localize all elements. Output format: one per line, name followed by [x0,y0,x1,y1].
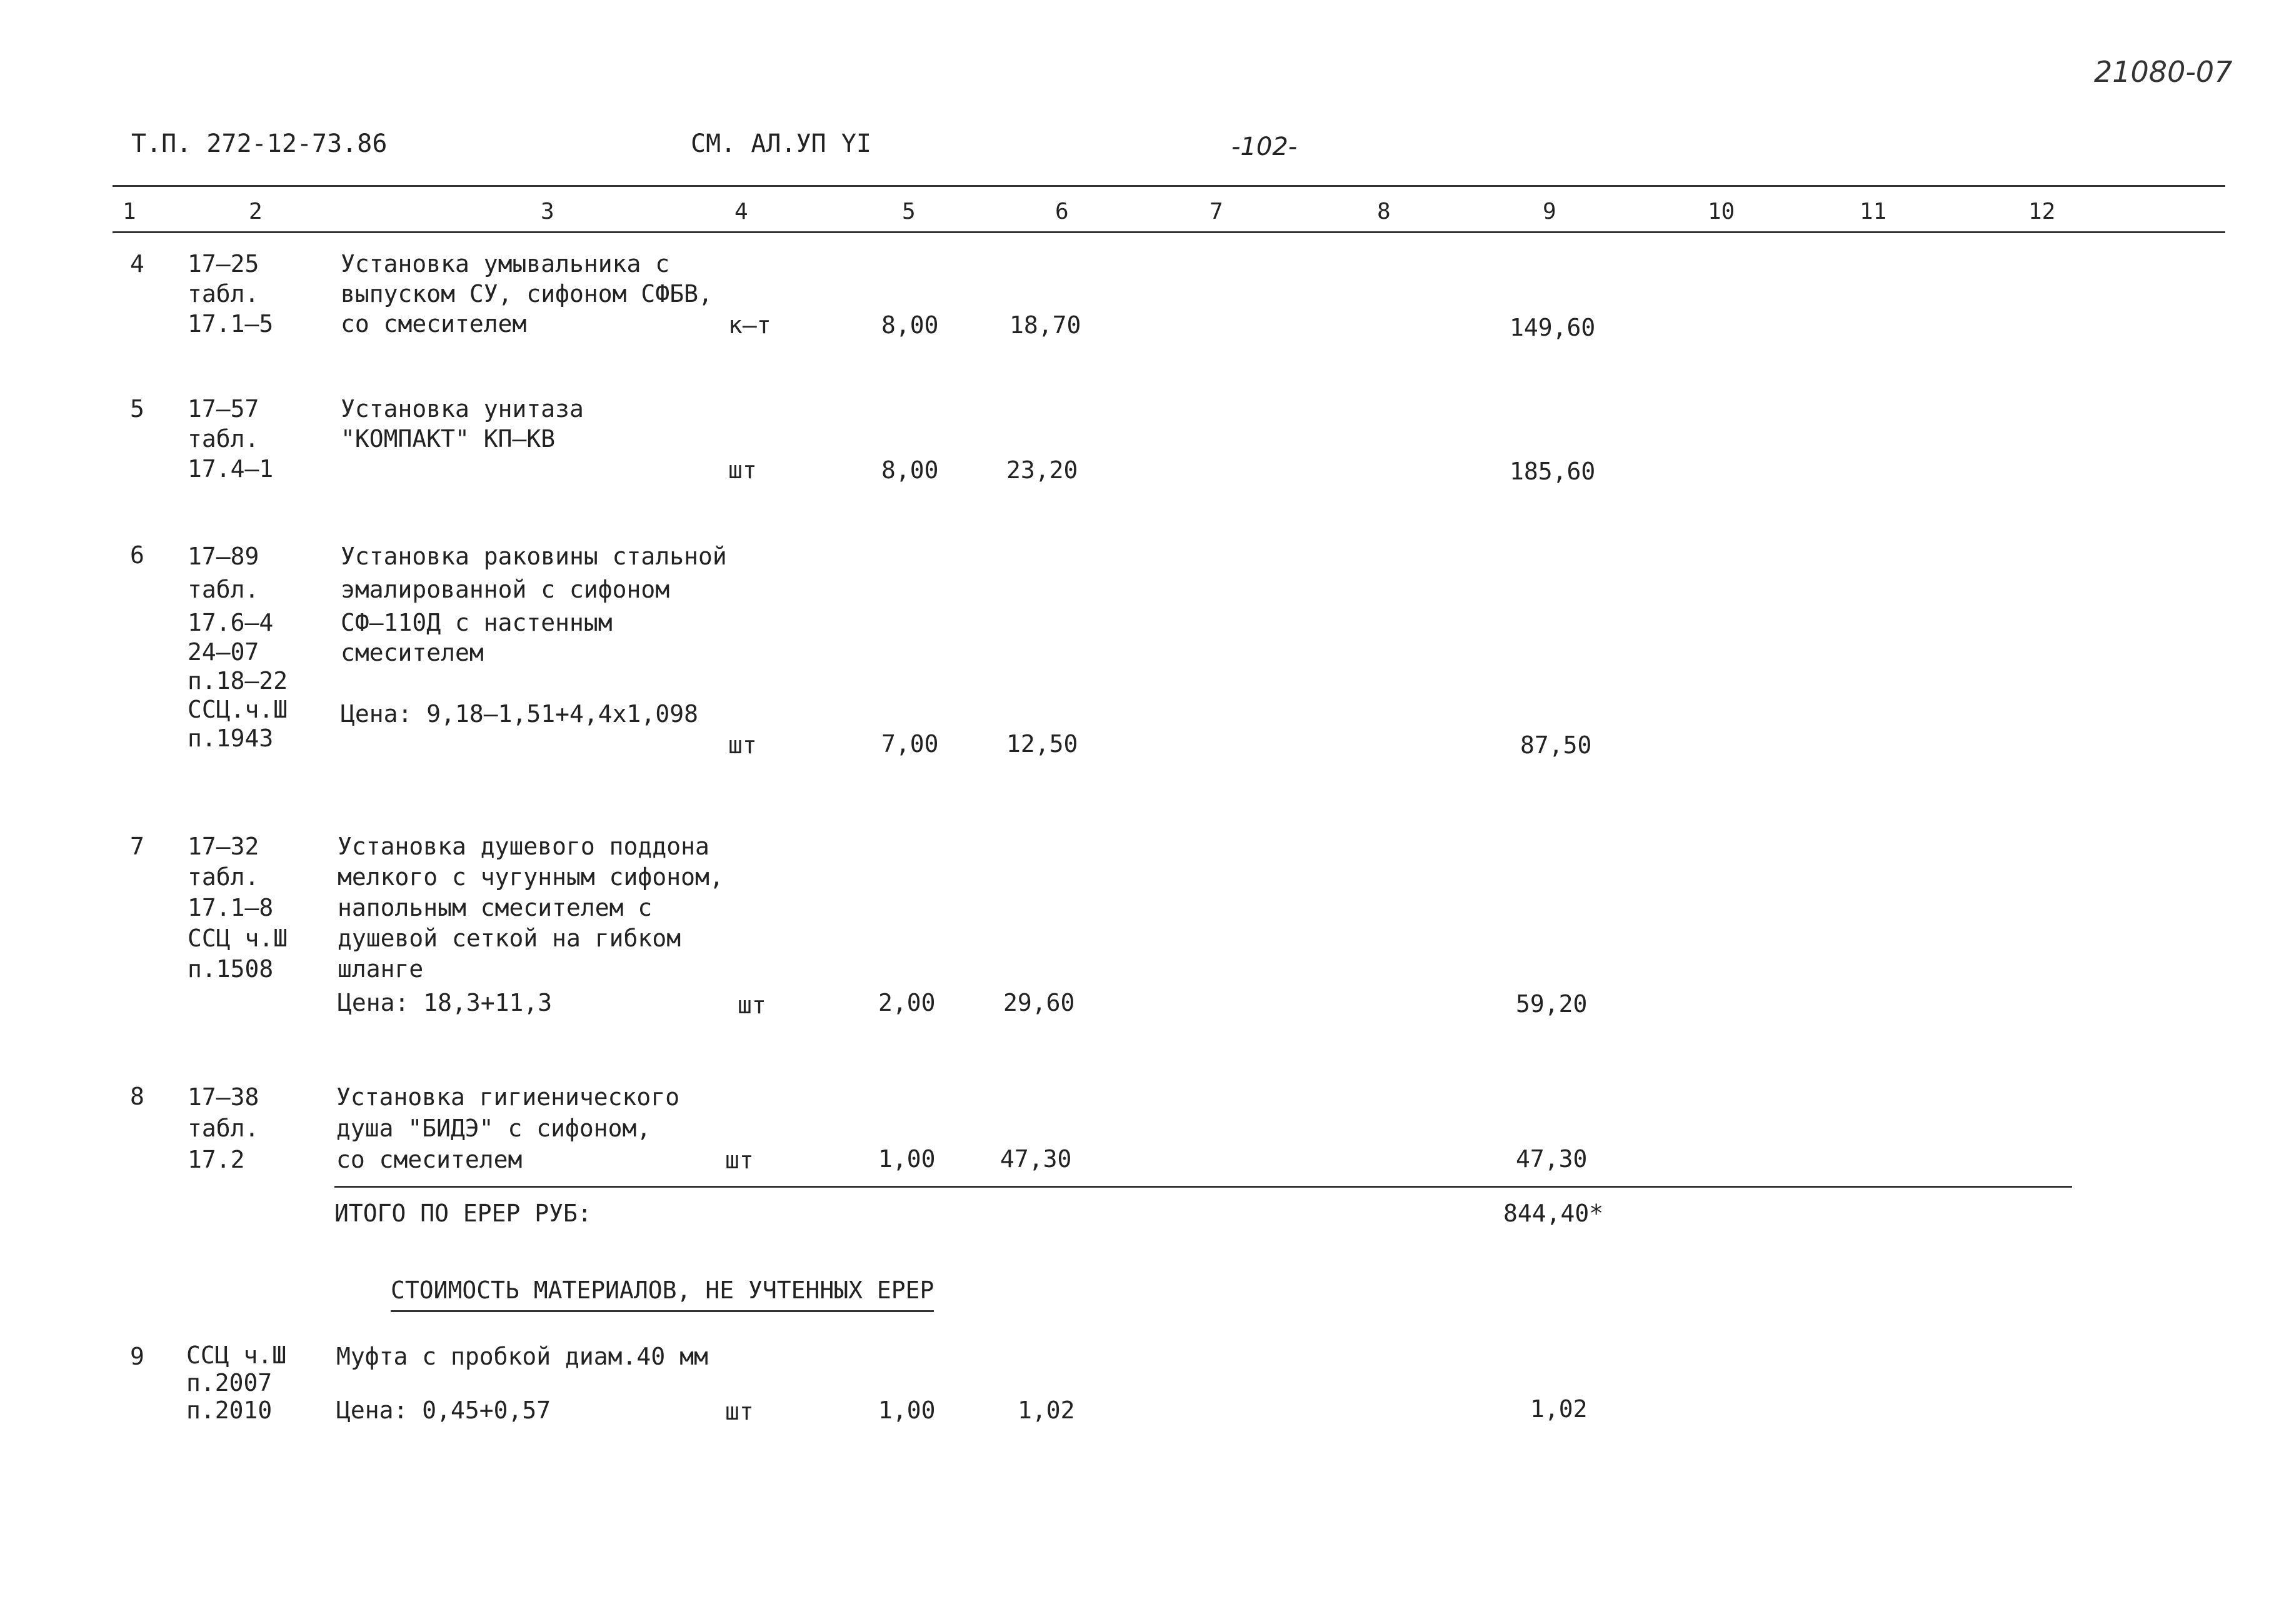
col-header-10: 10 [1708,199,1735,224]
row-total: 1,02 [1530,1395,1588,1423]
row-number: 5 [130,395,144,423]
row-description: Установка душевого поддона мелкого с чугунным сифоном, напольным смесителем с душевой сеткой на гибком шланге [338,833,724,983]
col-header-11: 11 [1860,199,1887,224]
row-unit-price: 23,20 [1006,456,1078,484]
col-header-8: 8 [1377,199,1391,224]
row-unit: шт [725,1146,754,1174]
row-number: 8 [130,1083,144,1110]
row-unit-price: 18,70 [1009,311,1081,339]
row-total: 87,50 [1520,731,1592,759]
row-unit: шт [728,456,757,484]
row-description: Установка раковины стальной эмалированной с сифоном СФ–110Д с настенным [341,543,727,636]
row-quantity: 8,00 [881,456,939,484]
page-number: -102- [1231,133,1298,161]
row-quantity: 8,00 [881,311,939,339]
col-header-9: 9 [1543,199,1556,224]
row-number: 9 [130,1343,144,1370]
row-unit-price: 12,50 [1006,730,1078,758]
row-quantity: 1,00 [878,1145,936,1173]
row-unit-price: 1,02 [1018,1396,1075,1424]
row-price-formula: Цена: 9,18–1,51+4,4х1,098 [341,700,698,728]
total-value: 844,40* [1503,1200,1604,1227]
row-description-extra: смесителем [341,639,484,666]
row-unit-price: 29,60 [1003,989,1075,1016]
row-quantity: 7,00 [881,730,939,758]
col-header-2: 2 [249,199,263,224]
row-total: 185,60 [1510,458,1596,485]
col-header-3: 3 [541,199,554,224]
row-quantity: 2,00 [878,989,936,1016]
row-number: 7 [130,833,144,860]
row-code-extra: 24–07 п.18–22 ССЦ.ч.Ш п.1943 [188,638,288,752]
row-code: 17–25 табл. 17.1–5 [188,250,274,338]
row-description: Установка гигиенического душа "БИДЭ" с сифоном, со смесителем [336,1083,680,1173]
document-number: 21080-07 [2094,55,2233,89]
row-description: Установка умывальника с выпуском СУ, сифоном СФБВ, со смесителем [341,250,713,338]
sm-label: СМ. АЛ.УП ҮІ [691,129,871,158]
col-header-6: 6 [1055,199,1069,224]
row-quantity: 1,00 [878,1396,936,1424]
row-total: 47,30 [1516,1145,1588,1173]
row-unit: к–т [728,311,771,339]
row-unit-price: 47,30 [1000,1145,1072,1173]
header-bottom-rule [113,231,2225,233]
row-description: Установка унитаза "КОМПАКТ" КП–КВ [341,395,584,453]
row-price-formula: Цена: 0,45+0,57 [336,1396,551,1424]
header-top-rule [113,185,2225,187]
total-rule [334,1186,2072,1188]
col-header-7: 7 [1210,199,1223,224]
col-header-4: 4 [734,199,748,224]
col-header-1: 1 [123,199,136,224]
row-description: Муфта с пробкой диам.40 мм [336,1343,708,1370]
row-number: 4 [130,250,144,278]
row-price-formula: Цена: 18,3+11,3 [338,989,553,1016]
row-total: 59,20 [1516,990,1588,1018]
row-number: 6 [130,541,144,569]
row-code: 17–38 табл. 17.2 [188,1083,259,1173]
tp-label: Т.П. 272-12-73.86 [131,129,388,158]
row-unit: шт [738,991,766,1019]
section-title: СТОИМОСТЬ МАТЕРИАЛОВ, НЕ УЧТЕННЫХ ЕРЕР [391,1275,934,1312]
row-code: 17–57 табл. 17.4–1 [188,395,274,483]
total-label: ИТОГО ПО ЕРЕР РУБ: [334,1200,592,1227]
row-code: 17–89 табл. 17.6–4 [188,543,274,636]
row-unit: шт [728,731,757,759]
row-total: 149,60 [1510,314,1596,341]
col-header-12: 12 [2028,199,2056,224]
row-code: 17–32 табл. 17.1–8 ССЦ ч.Ш п.1508 [188,833,288,983]
col-header-5: 5 [902,199,916,224]
row-unit: шт [725,1398,754,1425]
row-code: ССЦ ч.Ш п.2007 п.2010 [186,1341,287,1424]
